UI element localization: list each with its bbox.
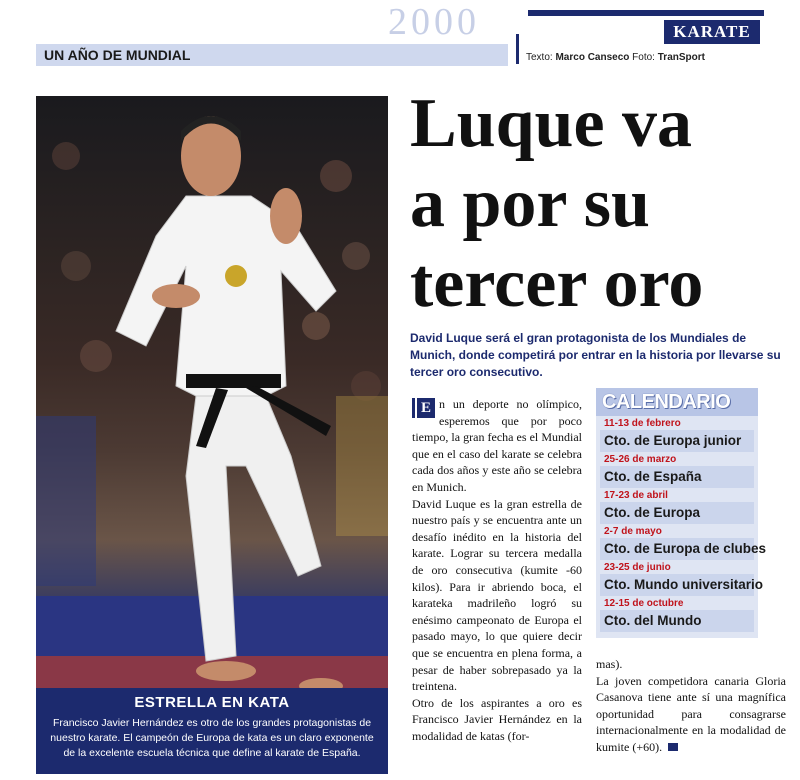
calendar-date: 17-23 de abril	[604, 490, 668, 501]
headline-line-3: tercer oro	[410, 245, 704, 322]
calendar-date: 12-15 de octubre	[604, 598, 684, 609]
calendar-event: Cto. del Mundo	[600, 610, 754, 632]
calendar-event: Cto. de Europa de clubes	[600, 538, 754, 560]
caption-title: ESTRELLA EN KATA	[134, 694, 290, 711]
karateka-photo	[36, 96, 388, 688]
calendar-item	[600, 560, 764, 596]
section-label: KARATE	[664, 20, 760, 44]
calendar-item	[600, 524, 767, 560]
dropcap-bar	[412, 398, 415, 418]
calendar-date: 23-25 de junio	[604, 562, 671, 573]
kicker-bar	[36, 44, 508, 66]
dropcap-wrap	[412, 398, 435, 418]
calendar-date: 2-7 de mayo	[604, 526, 662, 537]
karateka-illustration	[36, 96, 388, 688]
calendar-item	[600, 416, 754, 452]
calendar-event: Cto. de España	[600, 466, 754, 488]
body-paragraph-2: David Luque es la gran estrella de nuestro país y se encuentra ante un desafío inédito en la historia del karate. Lograr su tercera medalla de oro consecutiva (kumite -60 kilos). Para ir abriendo boca, el karateka madrileño logró su enésimo campeonato de Europa el pasado mayo, lo que quiere decir que se encuentra en plena forma, a pesar de haber sobrepasado ya la treintena.	[412, 496, 582, 694]
body-paragraph-4-text: La joven competidora canaria Gloria Casanova tiene ante sí una magnífica oportunidad para consagrarse internacionalmente en la modalidad de kumite (+60).	[596, 673, 786, 754]
calendar-event: Cto. de Europa	[600, 502, 754, 524]
body-column-2	[596, 656, 786, 756]
calendar-event: Cto. de Europa junior	[600, 430, 754, 452]
credits-text-value: Marco Canseco	[555, 52, 630, 63]
credits	[526, 52, 705, 63]
credits-photo-value: TranSport	[657, 52, 705, 63]
credits-photo-label: Foto:	[632, 52, 655, 63]
dropcap: E	[417, 398, 435, 418]
body-paragraph-1-text: n un deporte no olímpico, esperemos que por poco tiempo, la gran fecha es el Mundial que en el caso del karate se celebra cada dos años y este año se celebra en Munich.	[412, 397, 582, 494]
kicker-text: UN AÑO DE MUNDIAL	[44, 47, 191, 63]
calendar-item	[600, 596, 754, 632]
body-paragraph-4	[596, 673, 786, 756]
photo-caption	[36, 688, 388, 774]
calendar-box	[596, 388, 767, 638]
headline-line-2: a por su	[410, 165, 650, 242]
calendar-item	[600, 488, 754, 524]
caption-text: Francisco Javier Hernández es otro de los grandes protagonistas de nuestro karate. El campeón de Europa de kata es un claro exponente de la excelente escuela técnica que define al karate de España.	[50, 717, 374, 759]
headline	[410, 84, 790, 324]
body-column-1	[412, 396, 582, 744]
calendar-date: 11-13 de febrero	[604, 418, 681, 429]
deck: David Luque será el gran protagonista de los Mundiales de Munich, donde competirá por entrar en la historia por llevarse su tercer oro consecutivo.	[410, 331, 781, 379]
header-divider	[516, 34, 519, 64]
body-paragraph-1	[412, 396, 582, 496]
body-paragraph-3-cont: mas).	[596, 657, 623, 671]
issue-year: 2000	[388, 1, 480, 43]
calendar-item	[600, 452, 754, 488]
header-rule	[528, 10, 764, 16]
calendar-event: Cto. Mundo universitario	[600, 574, 754, 596]
calendar-title: CALENDARIO	[596, 388, 758, 416]
body-paragraph-3: Otro de los aspirantes a oro es Francisco Javier Hernández en la modalidad de katas (for-	[412, 695, 582, 743]
end-mark	[668, 743, 678, 751]
headline-line-1: Luque va	[410, 85, 693, 162]
credits-text-label: Texto:	[526, 52, 553, 63]
calendar-date: 25-26 de marzo	[604, 454, 677, 465]
